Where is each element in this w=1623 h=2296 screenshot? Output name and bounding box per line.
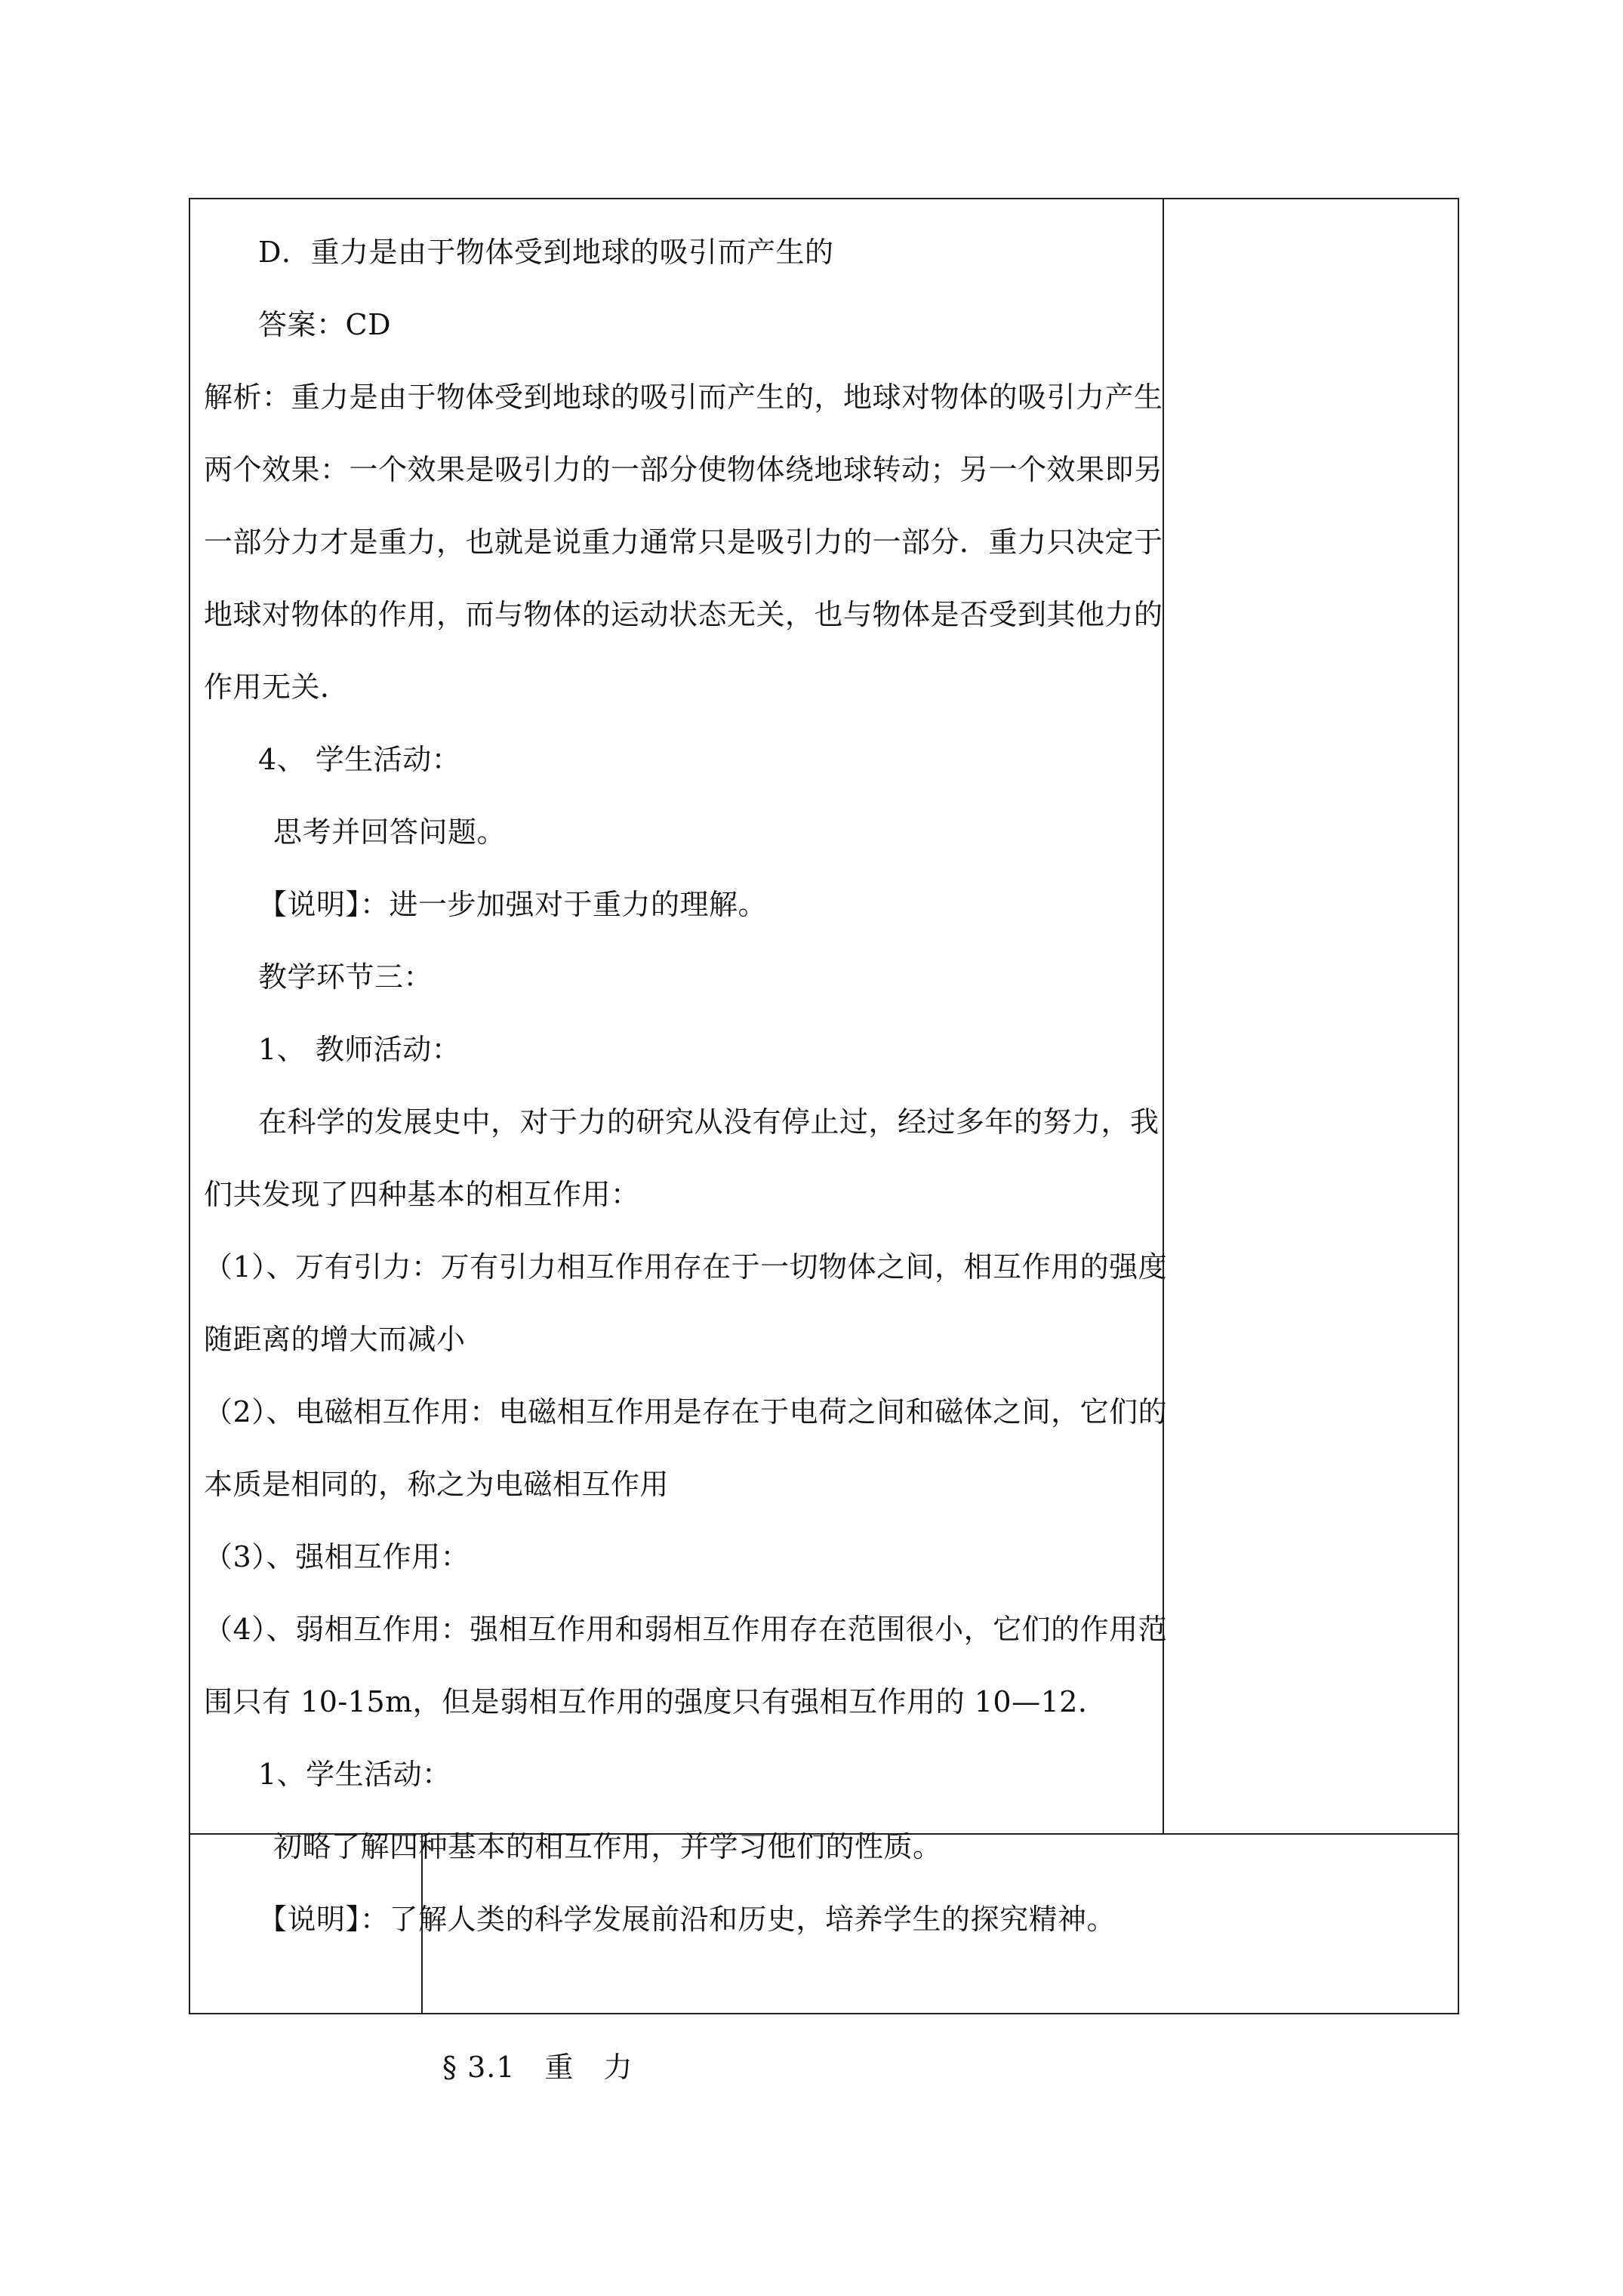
option-d: D．重力是由于物体受到地球的吸引而产生的 <box>258 236 834 269</box>
student-activity-text-2: 初略了解四种基本的相互作用，并学习他们的性质。 <box>273 1830 942 1863</box>
analysis-line-2: 两个效果：一个效果是吸引力的一部分使物体绕地球转动；另一个效果即另 <box>204 453 1163 486</box>
student-activity-heading: 4、 学生活动： <box>258 743 461 776</box>
lesson-table <box>189 198 1459 2014</box>
weak-interaction-line-2: 围只有 10-15m，但是弱相互作用的强度只有强相互作用的 10—12． <box>204 1685 1107 1718</box>
note-1: 【说明】：进一步加强对于重力的理解。 <box>258 888 768 921</box>
weak-interaction-line-1: （4）、弱相互作用：强相互作用和弱相互作用存在范围很小，它们的作用范 <box>204 1613 1168 1646</box>
analysis-line-4: 地球对物体的作用，而与物体的运动状态无关，也与物体是否受到其他力的 <box>204 598 1163 631</box>
student-activity-heading-2: 1、学生活动： <box>258 1758 451 1791</box>
lesson-content <box>204 216 1336 1955</box>
gravity-line-2: 随距离的增大而减小 <box>204 1323 466 1356</box>
section-title: § 3.1 重 力 <box>442 2051 633 2084</box>
history-line-1: 在科学的发展史中，对于力的研究从没有停止过，经过多年的努力，我 <box>258 1105 1160 1139</box>
electromagnetic-line-1: （2）、电磁相互作用：电磁相互作用是存在于电荷之间和磁体之间，它们的 <box>204 1395 1168 1428</box>
analysis-line-3: 一部分力才是重力，也就是说重力通常只是吸引力的一部分．重力只决定于 <box>204 525 1163 559</box>
teacher-activity-heading: 1、 教师活动： <box>258 1033 461 1066</box>
gravity-line-1: （1）、万有引力：万有引力相互作用存在于一切物体之间，相互作用的强度 <box>204 1250 1168 1284</box>
electromagnetic-line-2: 本质是相同的，称之为电磁相互作用 <box>204 1468 670 1501</box>
answer-line: 答案：CD <box>258 308 392 341</box>
teaching-step-heading: 教学环节三： <box>258 960 433 994</box>
analysis-line-5: 作用无关． <box>204 670 350 704</box>
note-2: 【说明】：了解人类的科学发展前沿和历史，培养学生的探究精神。 <box>258 1903 1116 1936</box>
student-activity-text: 思考并回答问题。 <box>273 815 507 849</box>
analysis-line-1: 解析：重力是由于物体受到地球的吸引而产生的，地球对物体的吸引力产生 <box>204 381 1163 414</box>
strong-interaction-line: （3）、强相互作用： <box>204 1540 470 1573</box>
history-line-2: 们共发现了四种基本的相互作用： <box>204 1178 640 1211</box>
